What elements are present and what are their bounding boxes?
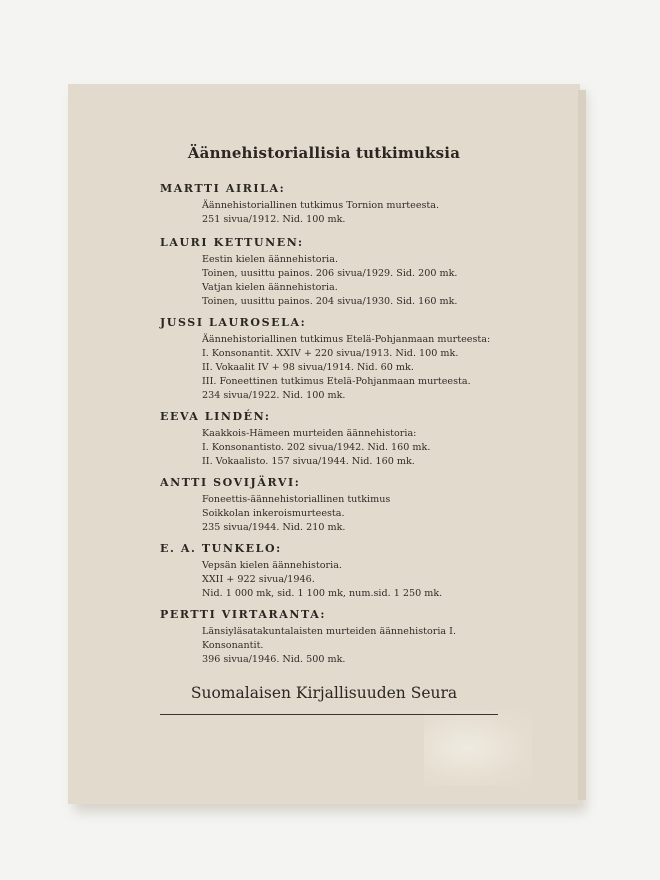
entry-line: XXII + 922 sivua/1946. — [202, 574, 315, 585]
author-name: JUSSI LAUROSELA: — [160, 316, 307, 329]
author-name: PERTTI VIRTARANTA: — [160, 608, 327, 621]
entry-line: Toinen, uusittu painos. 204 sivua/1930. Sid. 160 mk. — [202, 296, 458, 307]
entry-line: Eestin kielen äännehistoria. — [202, 254, 338, 265]
entry-line: Äännehistoriallinen tutkimus Etelä-Pohjanmaan murteesta: — [202, 334, 491, 345]
entry-line: II. Vokaalisto. 157 sivua/1944. Nid. 160 mk. — [202, 456, 415, 467]
author-name: ANTTI SOVIJÄRVI: — [160, 476, 301, 489]
entry-line: 234 sivua/1922. Nid. 100 mk. — [202, 390, 346, 401]
entry-line: Foneettis-äännehistoriallinen tutkimus — [202, 494, 391, 505]
entry-line: Vepsän kielen äännehistoria. — [202, 560, 342, 571]
entry-line: Nid. 1 000 mk, sid. 1 100 mk, num.sid. 1 250 mk. — [202, 588, 443, 599]
author-name: E. A. TUNKELO: — [160, 542, 282, 555]
entry-line: I. Konsonantit. XXIV + 220 sivua/1913. Nid. 100 mk. — [202, 348, 459, 359]
entry-line: Kaakkois-Hämeen murteiden äännehistoria: — [202, 428, 417, 439]
entry-line: Äännehistoriallinen tutkimus Tornion murteesta. — [202, 200, 440, 211]
entry-line: Konsonantit. — [202, 640, 264, 651]
author-name: MARTTI AIRILA: — [160, 182, 286, 195]
entry-line: 235 sivua/1944. Nid. 210 mk. — [202, 522, 346, 533]
entry-line: III. Foneettinen tutkimus Etelä-Pohjanmaan murteesta. — [202, 376, 471, 387]
entry-line: I. Konsonantisto. 202 sivua/1942. Nid. 160 mk. — [202, 442, 431, 453]
author-name: LAURI KETTUNEN: — [160, 236, 304, 249]
worn-stain — [424, 710, 532, 786]
series-title: Äännehistoriallisia tutkimuksia — [187, 144, 461, 162]
author-name: EEVA LINDÉN: — [160, 410, 271, 423]
entry-line: Vatjan kielen äännehistoria. — [202, 282, 338, 293]
entry-line: 251 sivua/1912. Nid. 100 mk. — [202, 214, 346, 225]
entry-line: Soikkolan inkeroismurteesta. — [202, 508, 345, 519]
entry-line: Länsiyläsatakuntalaisten murteiden äännehistoria I. — [202, 626, 457, 637]
book-back-cover — [68, 84, 580, 804]
entry-line: II. Vokaalit IV + 98 sivua/1914. Nid. 60 mk. — [202, 362, 414, 373]
publisher-name: Suomalaisen Kirjallisuuden Seura — [190, 684, 458, 702]
entry-line: Toinen, uusittu painos. 206 sivua/1929. Sid. 200 mk. — [202, 268, 458, 279]
entry-line: 396 sivua/1946. Nid. 500 mk. — [202, 654, 346, 665]
publisher-underline — [160, 714, 498, 715]
